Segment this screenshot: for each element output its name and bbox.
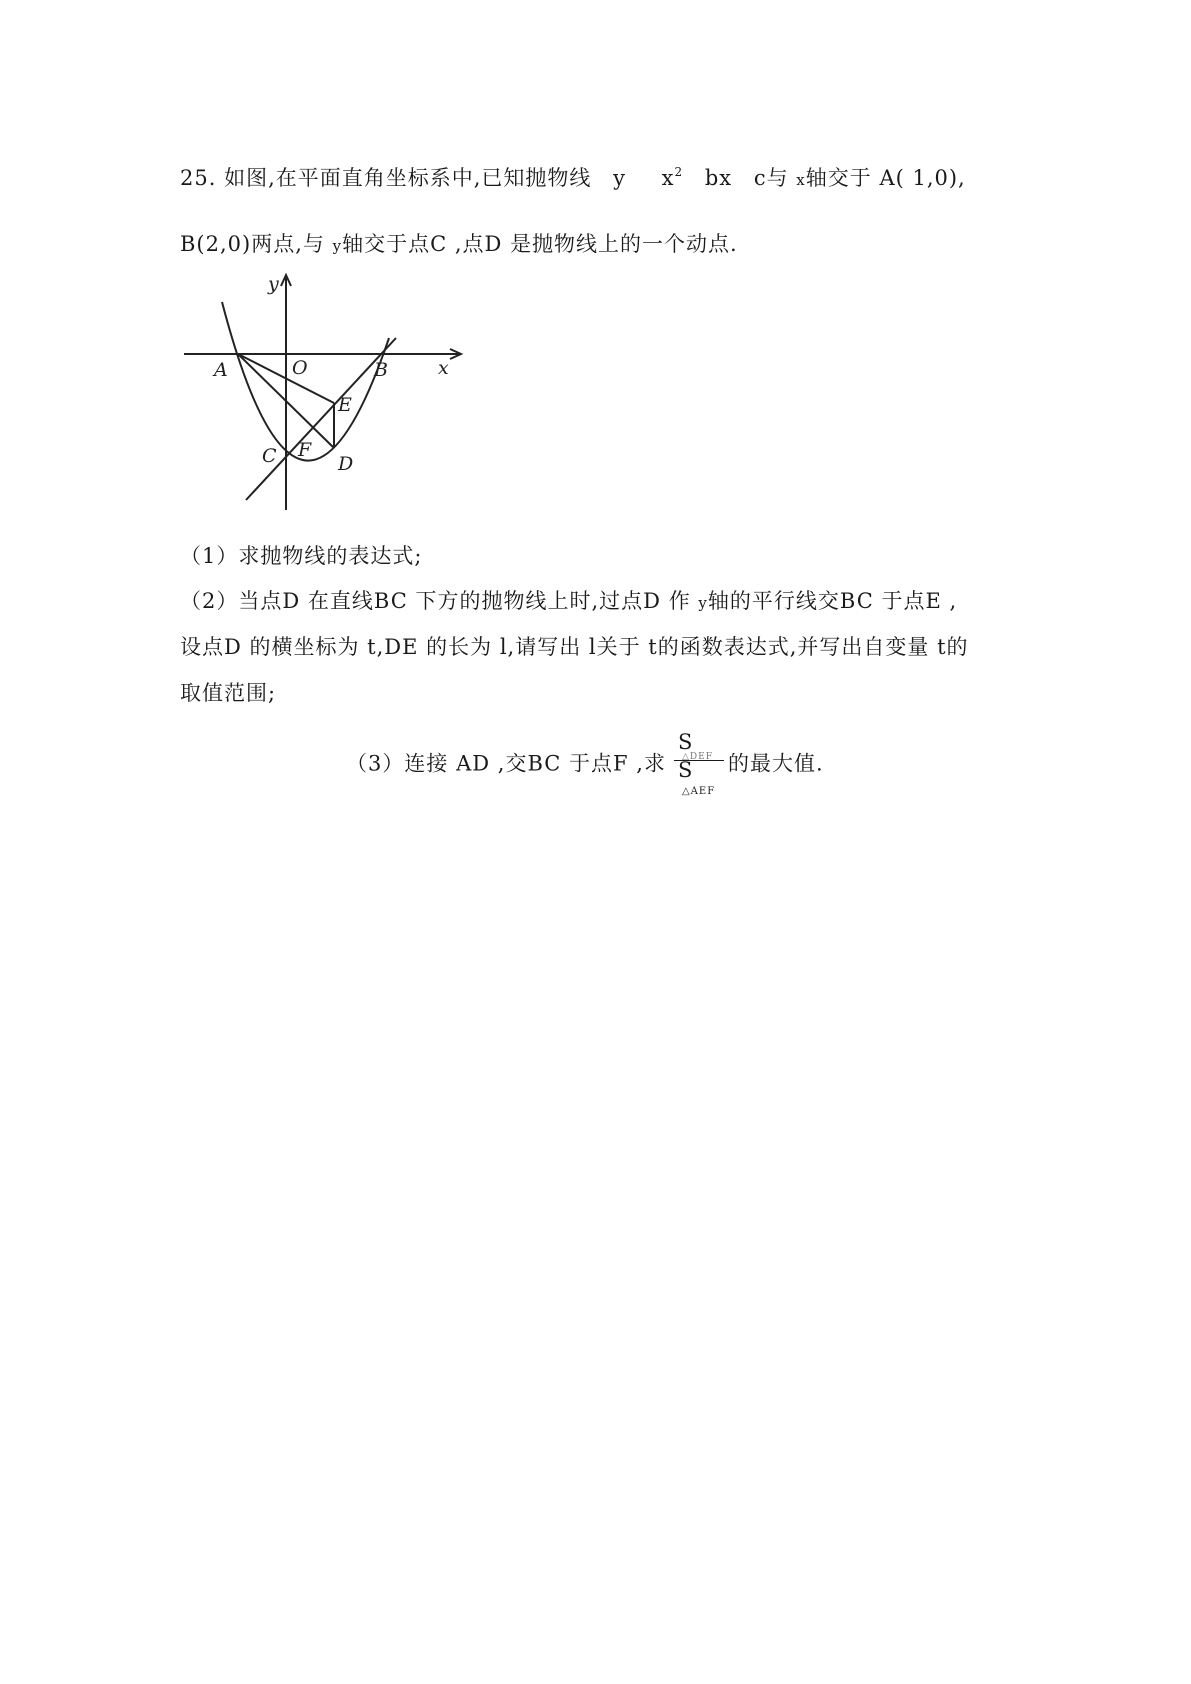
term-c: c — [753, 166, 767, 190]
q2-point-d2: D — [643, 589, 662, 613]
problem-line-1 — [180, 162, 966, 192]
q3-point-f: F — [613, 751, 629, 776]
label-y-axis: y — [268, 273, 279, 295]
point-c-ref: C — [430, 232, 448, 256]
term-bx: bx — [704, 166, 733, 190]
q2-line-bc2: BC — [839, 589, 874, 613]
q2-point-d: D — [282, 589, 301, 613]
text-moving-point: 是抛物线上的一个动点. — [510, 232, 738, 256]
label-origin: O — [292, 357, 308, 379]
q2-text-below: 下方的抛物线上时,过点 — [415, 589, 644, 613]
question-3 — [346, 730, 824, 797]
q2-axis-y: y — [698, 594, 708, 612]
point-a-coord: A( 1,0), — [879, 166, 966, 190]
problem-line-2 — [180, 228, 738, 258]
text-yu: 与 — [766, 166, 789, 190]
parabola-figure — [180, 270, 470, 520]
q2-comma: , — [949, 589, 958, 613]
text-axis-point: 轴交于点 — [342, 232, 431, 256]
q2-line-bc: BC — [373, 589, 408, 613]
label-point-e: E — [338, 394, 352, 416]
text-axis-intersect: 轴交于 — [805, 166, 872, 190]
label-x-axis: x — [438, 357, 449, 379]
var-x: x — [661, 166, 675, 190]
label-point-d: D — [338, 453, 354, 475]
q2-text-when: （2）当点 — [180, 589, 283, 613]
fraction-numerator-sub: △DEF — [681, 752, 713, 762]
q2-text-parallel: 轴的平行线交 — [707, 589, 840, 613]
q3-text-max: 的最大值. — [727, 751, 824, 776]
q3-text-connect: （3）连接 — [346, 751, 449, 776]
q3-segment-ad: AD — [456, 751, 491, 776]
var-y: y — [613, 166, 626, 190]
q3-text-find: ,求 — [636, 751, 666, 776]
label-point-b: B — [374, 359, 388, 381]
fraction-numerator: S — [677, 730, 694, 754]
label-point-c: C — [262, 445, 277, 467]
question-2-line-3: 取值范围; — [180, 681, 277, 705]
label-point-a: A — [214, 359, 228, 381]
area-ratio-fraction — [668, 730, 726, 797]
fraction-denominator: S — [677, 758, 694, 782]
point-b-coord: B(2,0) — [180, 232, 252, 256]
q2-text-draw: 作 — [668, 589, 691, 613]
q2-text-at-point: 于点 — [881, 589, 926, 613]
axis-y-ref: y — [332, 237, 343, 255]
text-two-points: 两点,与 — [251, 232, 325, 256]
question-2-line-2: 设点D 的横坐标为 t,DE 的长为 l,请写出 l关于 t的函数表达式,并写出自变量 t的 — [180, 635, 969, 659]
q3-text-intersect: ,交 — [497, 751, 528, 776]
question-1: （1）求抛物线的表达式; — [180, 544, 423, 568]
label-point-f: F — [298, 439, 312, 461]
q2-point-e: E — [925, 589, 942, 613]
q3-line-bc: BC — [527, 751, 562, 776]
problem-intro-text: 25. 如图,在平面直角坐标系中,已知抛物线 — [180, 166, 592, 190]
q3-text-at-point: 于点 — [569, 751, 614, 776]
point-d-ref: D — [484, 232, 503, 256]
q2-text-on-line: 在直线 — [307, 589, 374, 613]
exponent: 2 — [674, 165, 684, 179]
question-2-line-1 — [180, 585, 957, 615]
text-point: ,点 — [454, 232, 485, 256]
fraction-denominator-sub: △AEF — [681, 786, 716, 797]
axis-x-ref: x — [796, 171, 806, 189]
